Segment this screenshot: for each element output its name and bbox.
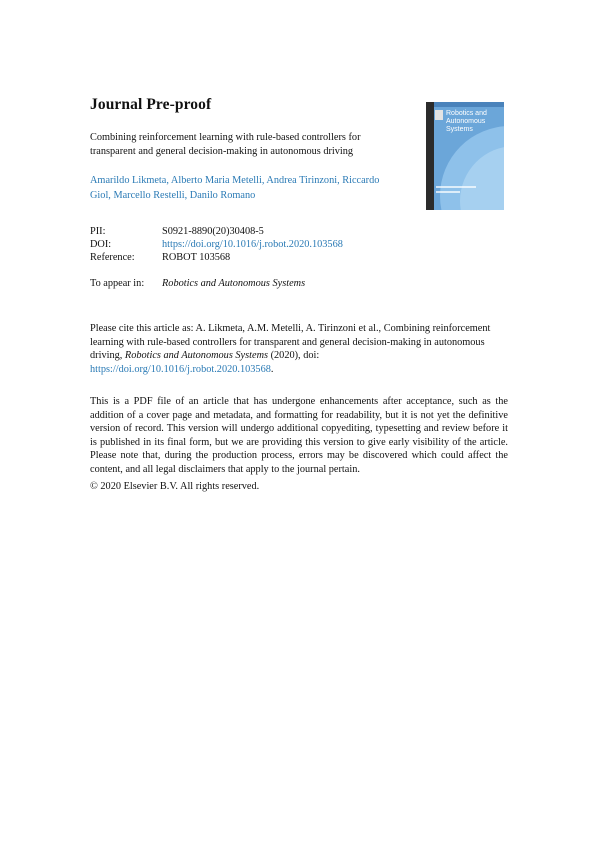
citation-journal: Robotics and Autonomous Systems (124, 350, 269, 361)
citation-text: Please cite this article as: A. Likmeta, A.M. Metelli, A. Tirinzoni et al., Combining reinforcement learning with rule-based controllers for transparent and general decision-making in autonomous driving, (90, 323, 491, 361)
pre-proof-notice-paragraph: This is a PDF file of an article that has undergone enhancements after acceptance, such as the addition of a cover page and metadata, and formatting for readability, but it is not yet the definitive version of record. This version will undergo additional copyediting, typesetting and review before it is published in its final form, but we are providing this version to give early visibility of the article. Please note that, during the production process, errors may be discovered which could affect the content, and all legal disclaimers that apply to the journal pertain. (90, 396, 508, 475)
cover-bottom-text-line (436, 191, 460, 193)
pii-value: S0921-8890(20)30408-5 (162, 226, 264, 237)
cover-top-bar (426, 102, 504, 107)
citation-paragraph (90, 322, 508, 376)
article-title: Combining reinforcement learning with rule-based controllers for transparent and general decision-making in autonomous driving (90, 132, 361, 157)
cover-journal-title (446, 110, 502, 134)
citation-year-doi: (2020), doi: (268, 350, 320, 361)
cover-title-line1: Robotics and (446, 110, 487, 117)
journal-pre-proof-heading: Journal Pre-proof (90, 96, 212, 113)
cover-bottom-text-line (436, 186, 476, 188)
appear-in-journal: Robotics and Autonomous Systems (162, 278, 306, 289)
pii-label: PII: (90, 226, 106, 237)
author-list[interactable]: Amarildo Likmeta, Alberto Maria Metelli, Andrea Tirinzoni, Riccardo Giol, Marcello Restelli, Danilo Romano (90, 175, 380, 201)
appear-in-label: To appear in: (90, 278, 145, 289)
reference-value: ROBOT 103568 (162, 252, 231, 263)
doi-label: DOI: (90, 239, 112, 250)
doi-link[interactable]: https://doi.org/10.1016/j.robot.2020.103568 (162, 239, 343, 250)
copyright-line: © 2020 Elsevier B.V. All rights reserved. (90, 481, 260, 492)
reference-label: Reference: (90, 252, 135, 263)
journal-cover-image (426, 102, 504, 210)
citation-end: . (270, 363, 274, 375)
cover-left-strip (426, 102, 434, 210)
citation-doi-link[interactable]: https://doi.org/10.1016/j.robot.2020.103568 (90, 363, 271, 375)
publisher-logo-icon (435, 110, 443, 120)
cover-title-line2: Autonomous Systems (446, 118, 486, 133)
